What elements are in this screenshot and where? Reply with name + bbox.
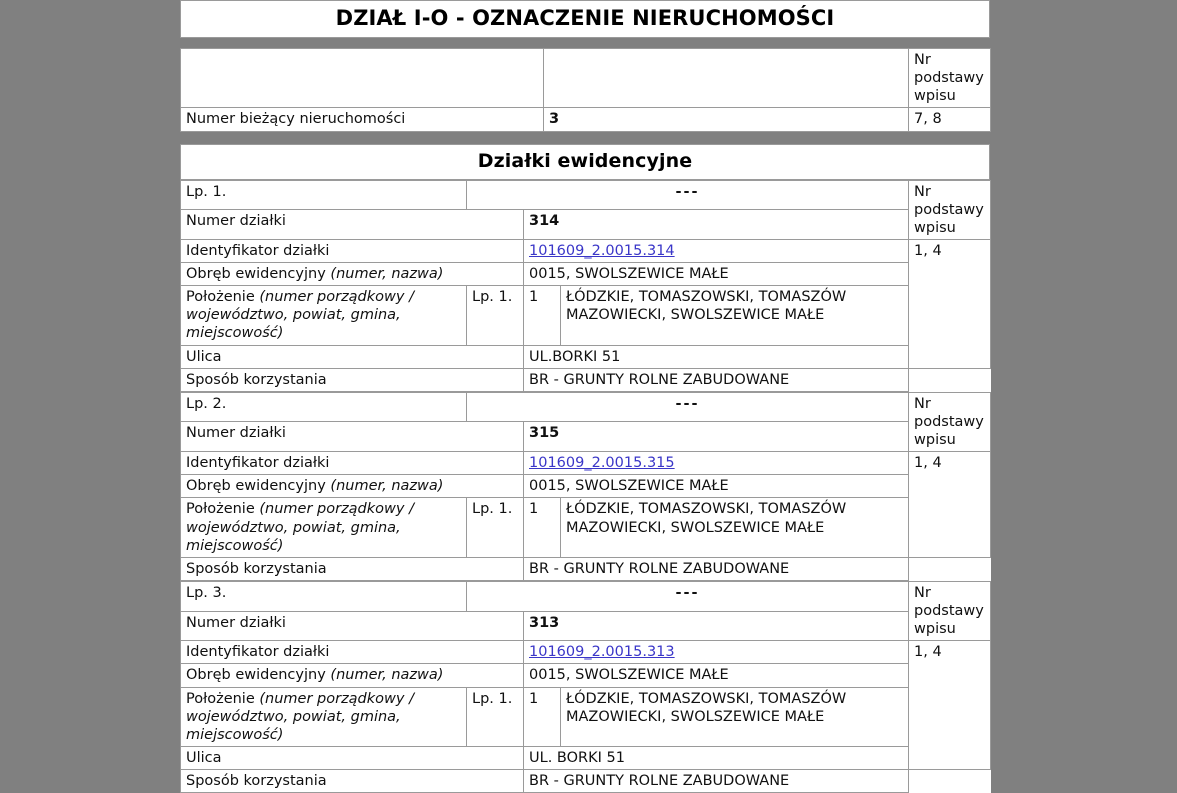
table-row (181, 422, 991, 452)
plot-identifier-label: Identyfikator działki (181, 641, 524, 664)
precinct-label: Obręb ewidencyjny (numer, nazwa) (181, 475, 524, 498)
section-heading-dzialki: Działki ewidencyjne (180, 144, 990, 180)
current-number-label: Numer bieżący nieruchomości (181, 108, 544, 131)
parcel-table (180, 180, 991, 392)
document-body (180, 0, 990, 793)
location-lp: Lp. 1. (467, 498, 524, 557)
current-number-basis: 7, 8 (909, 108, 991, 131)
street-label: Ulica (181, 746, 524, 769)
parcel-basis: 1, 4 (909, 641, 991, 770)
document-title: DZIAŁ I-O - OZNACZENIE NIERUCHOMOŚCI (180, 0, 990, 38)
table-row (181, 475, 991, 498)
location-row (181, 286, 991, 345)
location-address: ŁÓDZKIE, TOMASZOWSKI, TOMASZÓW MAZOWIECKI, SWOLSZEWICE MAŁE (561, 687, 909, 746)
usage-value: BR - GRUNTY ROLNE ZABUDOWANE (524, 368, 909, 391)
location-row (181, 498, 991, 557)
table-row (181, 611, 991, 641)
location-row (181, 687, 991, 746)
plot-number-value: 313 (524, 611, 909, 641)
parcel-block (180, 581, 990, 793)
nr-podstawy-header: Nr podstawy wpisu (909, 392, 991, 451)
street-value: UL. BORKI 51 (524, 746, 909, 769)
header-blank-cell (181, 49, 544, 108)
plot-identifier-link[interactable]: 101609_2.0015.314 (529, 243, 675, 259)
usage-label: Sposób korzystania (181, 770, 524, 793)
table-row (181, 345, 991, 368)
table-header-row (181, 49, 991, 108)
parcel-block (180, 180, 990, 392)
plot-identifier-label: Identyfikator działki (181, 452, 524, 475)
precinct-value: 0015, SWOLSZEWICE MAŁE (524, 664, 909, 687)
parcel-block (180, 392, 990, 581)
location-index: 1 (524, 286, 561, 345)
table-row (181, 664, 991, 687)
table-row (181, 239, 991, 262)
current-number-value: 3 (544, 108, 909, 131)
parcel-basis: 1, 4 (909, 239, 991, 368)
location-lp: Lp. 1. (467, 687, 524, 746)
plot-identifier-link[interactable]: 101609_2.0015.313 (529, 644, 675, 660)
precinct-value: 0015, SWOLSZEWICE MAŁE (524, 475, 909, 498)
parcel-separator-row (181, 392, 991, 422)
precinct-label: Obręb ewidencyjny (numer, nazwa) (181, 263, 524, 286)
plot-identifier-cell (524, 452, 909, 475)
usage-value: BR - GRUNTY ROLNE ZABUDOWANE (524, 557, 909, 580)
plot-identifier-cell (524, 239, 909, 262)
plot-identifier-label: Identyfikator działki (181, 239, 524, 262)
spacer-band (180, 38, 990, 48)
table-row (181, 263, 991, 286)
usage-value: BR - GRUNTY ROLNE ZABUDOWANE (524, 770, 909, 793)
parcel-lp-label: Lp. 3. (181, 581, 467, 611)
location-address: ŁÓDZKIE, TOMASZOWSKI, TOMASZÓW MAZOWIECKI, SWOLSZEWICE MAŁE (561, 498, 909, 557)
location-index: 1 (524, 687, 561, 746)
plot-number-label: Numer działki (181, 422, 524, 452)
plot-number-value: 315 (524, 422, 909, 452)
plot-identifier-cell (524, 641, 909, 664)
parcel-separator: --- (467, 180, 909, 210)
precinct-label: Obręb ewidencyjny (numer, nazwa) (181, 664, 524, 687)
nr-podstawy-header: Nr podstawy wpisu (909, 49, 991, 108)
parcel-table (180, 392, 991, 581)
precinct-value: 0015, SWOLSZEWICE MAŁE (524, 263, 909, 286)
table-row (181, 557, 991, 580)
nr-podstawy-header: Nr podstawy wpisu (909, 180, 991, 239)
usage-label: Sposób korzystania (181, 557, 524, 580)
parcels-container (180, 180, 990, 793)
parcel-separator: --- (467, 581, 909, 611)
plot-number-value: 314 (524, 210, 909, 240)
table-row (181, 108, 991, 131)
parcel-lp-label: Lp. 2. (181, 392, 467, 422)
location-index: 1 (524, 498, 561, 557)
parcel-table (180, 581, 991, 793)
parcel-basis: 1, 4 (909, 452, 991, 558)
table-row (181, 452, 991, 475)
parcel-separator: --- (467, 392, 909, 422)
table-row (181, 210, 991, 240)
location-label: Położenie (numer porządkowy / województwo, powiat, gmina, miejscowość) (181, 687, 467, 746)
street-value: UL.BORKI 51 (524, 345, 909, 368)
street-label: Ulica (181, 345, 524, 368)
table-row (181, 641, 991, 664)
spacer-band (180, 132, 990, 144)
location-label: Położenie (numer porządkowy / województwo, powiat, gmina, miejscowość) (181, 498, 467, 557)
nr-podstawy-header: Nr podstawy wpisu (909, 581, 991, 640)
table-row (181, 746, 991, 769)
usage-label: Sposób korzystania (181, 368, 524, 391)
location-lp: Lp. 1. (467, 286, 524, 345)
header-blank-cell (544, 49, 909, 108)
location-label: Położenie (numer porządkowy / województwo, powiat, gmina, miejscowość) (181, 286, 467, 345)
location-address: ŁÓDZKIE, TOMASZOWSKI, TOMASZÓW MAZOWIECKI, SWOLSZEWICE MAŁE (561, 286, 909, 345)
parcel-separator-row (181, 581, 991, 611)
plot-number-label: Numer działki (181, 611, 524, 641)
parcel-lp-label: Lp. 1. (181, 180, 467, 210)
property-number-table (180, 48, 991, 132)
plot-identifier-link[interactable]: 101609_2.0015.315 (529, 455, 675, 471)
parcel-separator-row (181, 180, 991, 210)
table-row (181, 770, 991, 793)
table-row (181, 368, 991, 391)
plot-number-label: Numer działki (181, 210, 524, 240)
